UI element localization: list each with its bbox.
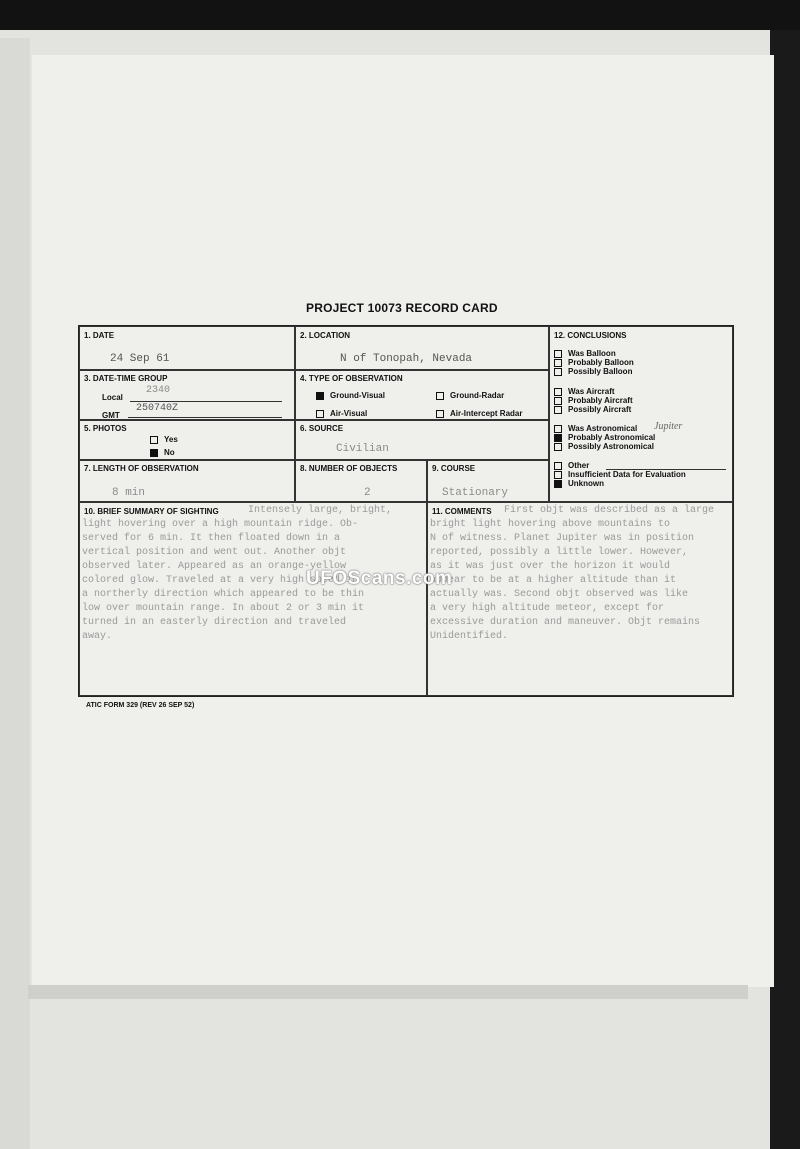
top-dark-edge: [0, 0, 800, 30]
local-value: 2340: [146, 385, 171, 396]
date-value: 24 Sep 61: [110, 353, 170, 365]
conclusion-item: [554, 405, 631, 414]
conclusions-label: 12. CONCLUSIONS: [554, 331, 627, 340]
date-cell: [79, 326, 295, 370]
conclusion-checkbox: [554, 480, 562, 488]
gmt-value: 250740Z: [136, 403, 179, 414]
gmt-label: GMT: [102, 411, 120, 420]
conclusion-text: Probably Aircraft: [568, 396, 633, 405]
ground-radar-text: Ground-Radar: [450, 391, 505, 400]
comments-label: 11. COMMENTS: [432, 507, 492, 516]
summary-line-2: served for 6 min. It then floated down in a: [82, 533, 341, 544]
conclusions-cell: [549, 326, 733, 502]
conclusion-text: Was Aircraft: [568, 387, 615, 396]
photos-cell: [79, 420, 295, 460]
source-cell: [295, 420, 549, 460]
location-cell: [295, 326, 549, 370]
location-value: N of Tonopah, Nevada: [340, 353, 473, 365]
conclusion-checkbox: [554, 406, 562, 414]
summary-line-1: light hovering over a high mountain ridge. Ob-: [82, 519, 359, 530]
conclusion-text: Unknown: [568, 479, 604, 488]
summary-line-7: low over mountain range. In about 2 or 3 min it: [82, 603, 365, 614]
comments-line-1: bright light hovering above mountains to: [430, 519, 671, 530]
comments-line-0: First objt was described as a large: [504, 505, 715, 516]
conclusion-checkbox: [554, 434, 562, 442]
comments-cell: [427, 502, 733, 696]
conclusion-checkbox: [554, 350, 562, 358]
objects-label: 8. NUMBER OF OBJECTS: [300, 464, 398, 473]
source-label: 6. SOURCE: [300, 424, 344, 433]
conclusion-checkbox: [554, 397, 562, 405]
form-footer: ATIC FORM 329 (REV 26 SEP 52): [86, 702, 195, 709]
comments-line-6: actually was. Second objt observed was like: [430, 589, 689, 600]
conclusion-text: Other: [568, 461, 590, 470]
conclusion-item: [554, 442, 654, 451]
source-value: Civilian: [336, 443, 389, 455]
conclusion-item: [554, 349, 616, 358]
air-visual-option: [316, 409, 367, 418]
gmt-underline: [128, 417, 282, 418]
conclusion-text: Probably Balloon: [568, 358, 634, 367]
conclusion-item: [554, 470, 686, 479]
length-label: 7. LENGTH OF OBSERVATION: [84, 464, 199, 473]
datetime-label: 3. DATE-TIME GROUP: [84, 374, 168, 383]
course-cell: [427, 460, 549, 502]
photos-no-option: [150, 448, 175, 457]
comments-line-9: Unidentified.: [430, 631, 509, 642]
summary-cell: [79, 502, 427, 696]
ground-radar-checkbox: [436, 392, 444, 400]
conclusion-checkbox: [554, 368, 562, 376]
location-label: 2. LOCATION: [300, 331, 351, 340]
conclusion-item: [554, 387, 615, 396]
course-label: 9. COURSE: [432, 464, 476, 473]
conclusion-text: Was Balloon: [568, 349, 616, 358]
card-title: PROJECT 10073 RECORD CARD: [306, 301, 498, 315]
air-intercept-text: Air-Intercept Radar: [450, 409, 523, 418]
summary-line-8: turned in an easterly direction and traveled: [82, 617, 347, 628]
conclusion-checkbox: [554, 471, 562, 479]
conclusion-item: [554, 367, 632, 376]
photos-yes-checkbox: [150, 436, 158, 444]
ground-visual-checkbox: [316, 392, 324, 400]
observation-type-label: 4. TYPE OF OBSERVATION: [300, 374, 403, 383]
summary-line-3: vertical position and went out. Another objt: [82, 547, 347, 558]
conclusion-text: Possibly Aircraft: [568, 405, 632, 414]
conclusion-item: [554, 461, 589, 470]
air-intercept-option: [436, 409, 522, 418]
air-visual-checkbox: [316, 410, 324, 418]
record-card-form: [78, 325, 734, 697]
comments-line-7: a very high altitude meteor, except for: [430, 603, 665, 614]
conclusion-item: [554, 433, 655, 442]
observation-type-cell: [295, 370, 549, 420]
conclusion-checkbox: [554, 425, 562, 433]
photos-yes-option: [150, 435, 178, 444]
air-intercept-checkbox: [436, 410, 444, 418]
photos-no-checkbox: [150, 449, 158, 457]
length-value: 8 min: [112, 487, 146, 499]
conclusion-text: Probably Astronomical: [568, 433, 656, 442]
length-cell: [79, 460, 295, 502]
conclusion-text: Was Astronomical: [568, 424, 638, 433]
comments-line-5: appear to be at a higher altitude than it: [430, 575, 677, 586]
conclusion-text: Possibly Balloon: [568, 367, 633, 376]
summary-line-5: colored glow. Traveled at a very high speed in: [82, 575, 359, 586]
comments-line-2: N of witness. Planet Jupiter was in position: [430, 533, 695, 544]
datetime-cell: [79, 370, 295, 420]
ground-visual-option: [316, 391, 385, 400]
comments-line-8: excessive duration and maneuver. Objt remains: [430, 617, 701, 628]
conclusion-checkbox: [554, 388, 562, 396]
conclusion-text: Insufficient Data for Evaluation: [568, 470, 686, 479]
left-underlying-page: [0, 38, 30, 1149]
watermark: UFOScans.com: [306, 568, 453, 589]
summary-line-4: observed later. Appeared as an orange-yellow: [82, 561, 347, 572]
conclusion-text: Possibly Astronomical: [568, 442, 654, 451]
date-label: 1. DATE: [84, 331, 115, 340]
objects-cell: [295, 460, 427, 502]
handwritten-note: Jupiter: [654, 421, 683, 432]
sheet-shadow: [28, 985, 748, 999]
summary-line-9: away.: [82, 631, 113, 642]
summary-line-6: a northerly direction which appeared to be thin: [82, 589, 365, 600]
comments-line-4: as it was just over the horizon it would: [430, 561, 671, 572]
ground-radar-option: [436, 391, 504, 400]
conclusion-checkbox: [554, 462, 562, 470]
conclusion-item: [554, 396, 633, 405]
summary-line-0: Intensely large, bright,: [248, 505, 393, 516]
photos-yes-text: Yes: [164, 435, 178, 444]
conclusion-item: [554, 479, 604, 488]
local-label: Local: [102, 393, 123, 402]
air-visual-text: Air-Visual: [330, 409, 368, 418]
conclusion-item: [554, 358, 634, 367]
objects-value: 2: [364, 487, 371, 499]
summary-label: 10. BRIEF SUMMARY OF SIGHTING: [84, 507, 219, 516]
photos-label: 5. PHOTOS: [84, 424, 127, 433]
photos-no-text: No: [164, 448, 175, 457]
ground-visual-text: Ground-Visual: [330, 391, 385, 400]
comments-line-3: reported, possibly a little lower. However,: [430, 547, 689, 558]
conclusion-checkbox: [554, 443, 562, 451]
local-underline: [130, 401, 282, 402]
conclusion-checkbox: [554, 359, 562, 367]
course-value: Stationary: [442, 487, 509, 499]
conclusion-item: [554, 424, 637, 433]
